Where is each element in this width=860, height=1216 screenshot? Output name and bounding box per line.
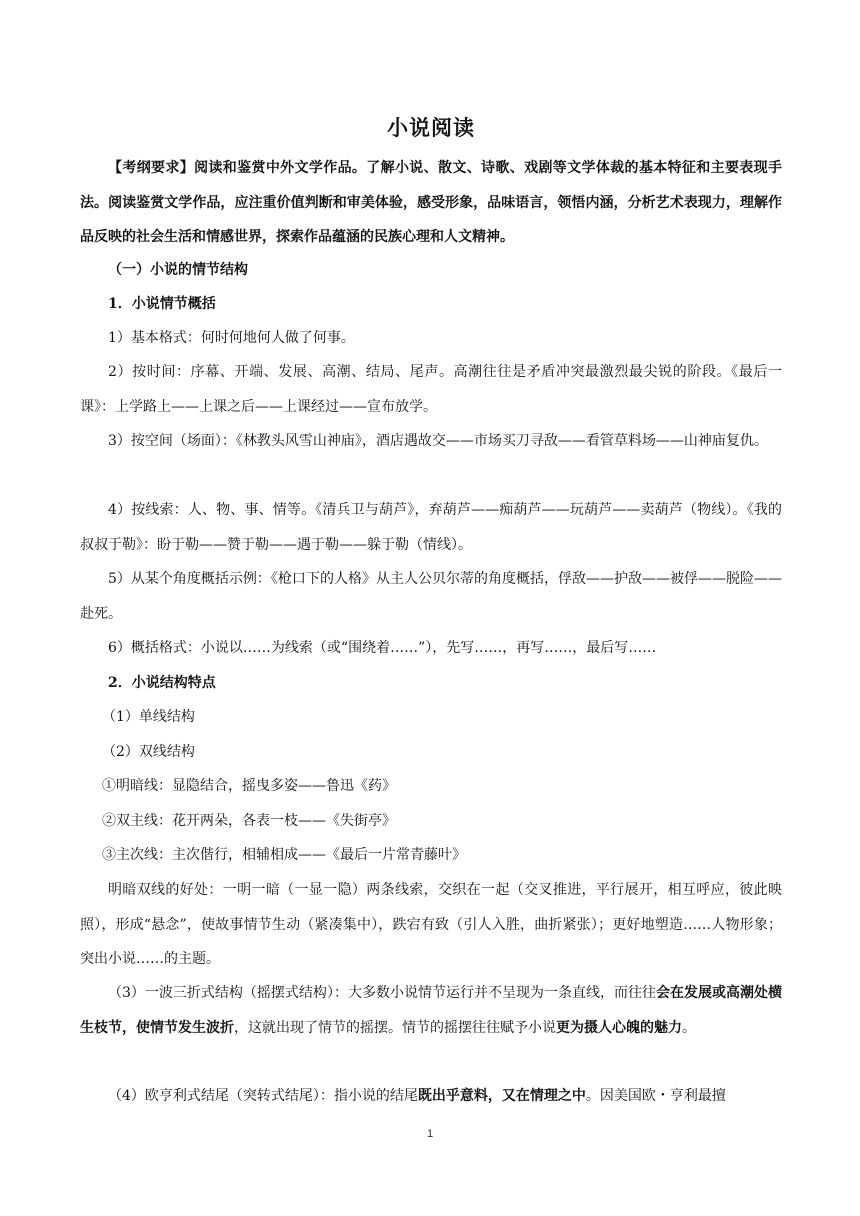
subheading-plot-summary: 1．小说情节概括 bbox=[108, 296, 216, 312]
page-title: 小说阅读 bbox=[387, 116, 475, 140]
exam-requirements bbox=[80, 151, 782, 255]
requirements-label: 【考纲要求】 bbox=[108, 160, 195, 176]
list-item: 1）基本格式：何时何地何人做了何事。 bbox=[108, 330, 355, 346]
list-item: （1）单线结构 bbox=[102, 709, 195, 725]
requirements-text: 阅读和鉴赏中外文学作品。了解小说、散文、诗歌、戏剧等文学体裁的基本特征和主要表现手法。阅读鉴赏文学作品，应注重价值判断和审美体验，感受形象，品味语言，领悟内涵，分析艺术表现力，理解作品反映的社会生活和情感世界，探索作品蕴涵的民族心理和人文精神。 bbox=[80, 160, 783, 245]
text-run: 。因美国欧・亨利最擅 bbox=[585, 1088, 726, 1104]
text-run: ，这就出现了情节的摇摆。情节的摇摆往往赋予小说 bbox=[234, 1019, 556, 1036]
list-item: 5）从某个角度概括示例：《枪口下的人格》从主人公贝尔蒂的角度概括，俘敌——护敌——被俘——脱险——赴死。 bbox=[80, 571, 782, 622]
paragraph-benefit: 明暗双线的好处：一明一暗（一显一隐）两条线索，交织在一起（交叉推进，平行展开，相互呼应，彼此映照），形成“悬念”，使故事情节生动（紧凑集中），跌宕有致（引人入胜，曲折紧张）；更好地塑造……人物形象；突出小说……的主题。 bbox=[80, 882, 782, 967]
emphasis-text: 更为摄人心魄的魅力 bbox=[556, 1019, 682, 1036]
list-item: 4）按线索：人、物、事、情等。《清兵卫与葫芦》，弃葫芦——痴葫芦——玩葫芦——卖葫芦（物线）。《我的叔叔于勒》：盼于勒——赞于勒——遇于勒——躲于勒（情线）。 bbox=[80, 502, 782, 553]
list-item: 6）概括格式：小说以……为线索（或“围绕着……”），先写……，再写……，最后写…… bbox=[108, 640, 657, 656]
paragraph-wave-structure bbox=[80, 976, 782, 1045]
list-item: 2）按时间：序幕、开端、发展、高潮、结局、尾声。高潮往往是矛盾冲突最激烈最尖锐的阶段。《最后一课》：上学路上——上课之后——上课经过——宣布放学。 bbox=[80, 364, 782, 415]
list-item: ②双主线：花开两朵，各表一枝——《失街亭》 bbox=[102, 813, 396, 829]
list-item: ①明暗线：显隐结合，摇曳多姿——鲁迅《药》 bbox=[102, 778, 396, 794]
subheading-structure: 2．小说结构特点 bbox=[108, 675, 216, 691]
page-number: 1 bbox=[426, 1128, 434, 1140]
list-item: 3）按空间（场面）：《林教头风雪山神庙》，酒店遇故交——市场买刀寻敌——看管草料场——山神庙复仇。 bbox=[108, 433, 768, 449]
paragraph-ohenry-ending bbox=[80, 1079, 782, 1114]
text-run: （3）一波三折式结构（摇摆式结构）：大多数小说情节运行并不呈现为一条直线，而往往 bbox=[108, 985, 656, 1001]
text-run: 。 bbox=[682, 1019, 696, 1036]
list-item: ③主次线：主次偕行，相辅相成——《最后一片常青藤叶》 bbox=[102, 847, 466, 863]
list-item: （2）双线结构 bbox=[102, 744, 195, 760]
emphasis-text: 会在发展或高潮处横生枝节，使情节发生波折 bbox=[80, 985, 782, 1036]
section-heading: （一）小说的情节结构 bbox=[108, 262, 248, 278]
emphasis-text: 既出乎意料，又在情理之中 bbox=[417, 1088, 586, 1104]
text-run: （4）欧亨利式结尾（突转式结尾）：指小说的结尾 bbox=[108, 1088, 418, 1104]
